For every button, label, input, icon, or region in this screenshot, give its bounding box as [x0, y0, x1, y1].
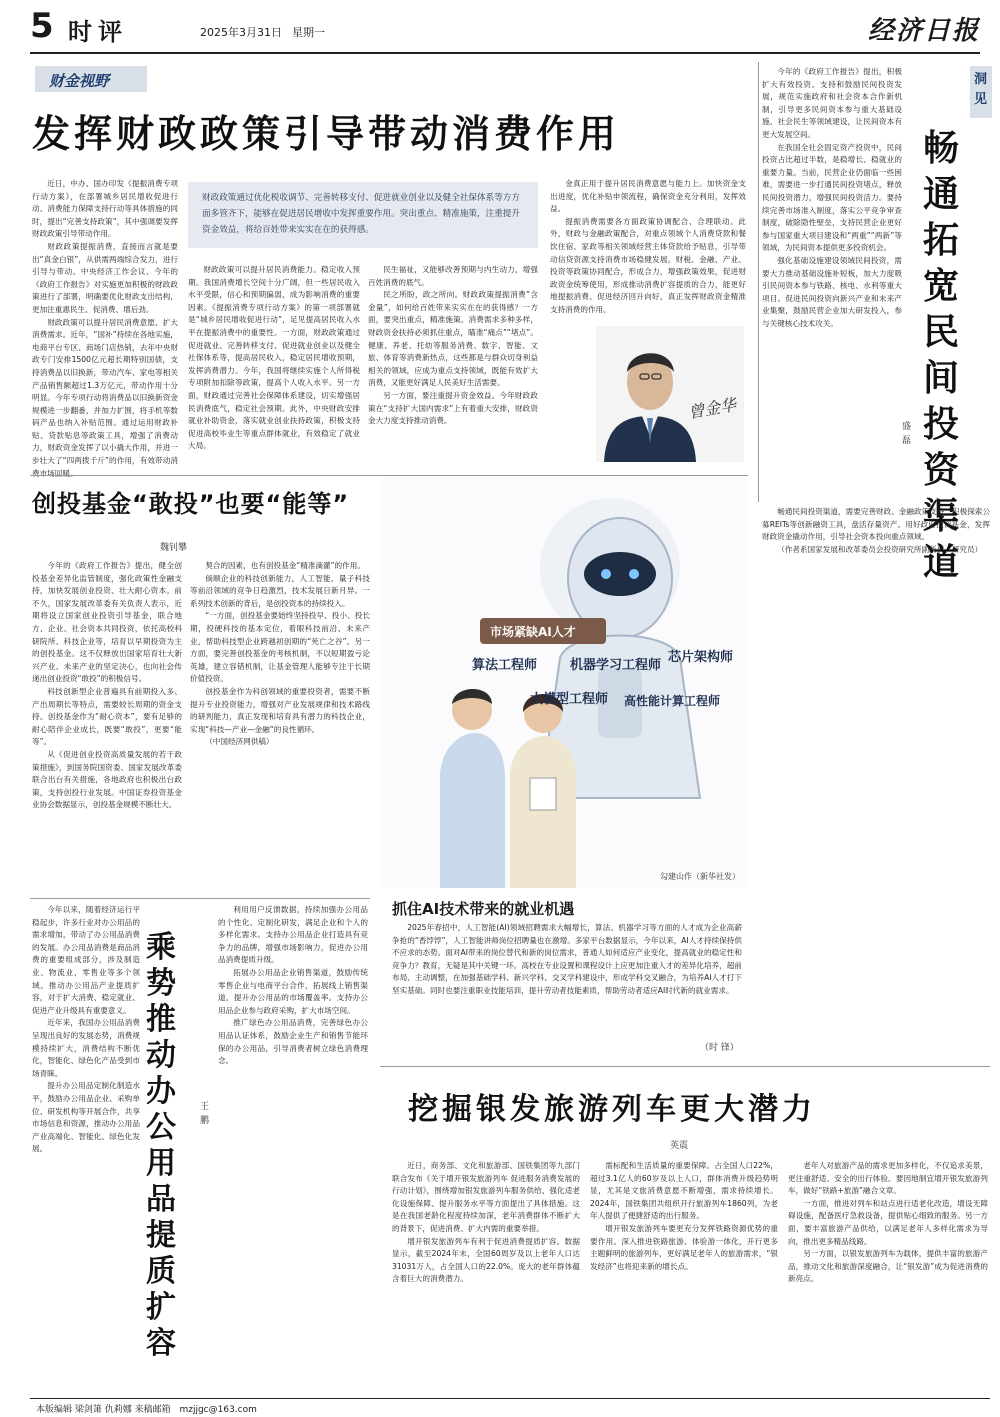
page-header — [30, 6, 980, 50]
issue-date: 2025年3月31日 — [200, 26, 282, 39]
silver-col-1: 近日，商务部、文化和旅游部、国铁集团等九部门联合发布《关于增开银发旅游列车 促进服务消费发展的行动计划》，围绕增加银发旅游列车服务供给、强化适老化设施保障、提升服务水平等方面提出了具体措施。这是在我国老龄化程度持续加深，老年消费群体不断扩大的背景下，促进消费、扩大内需的重要举措。 增开银发旅游列车有利于促进消费提质扩容。数据显示，截至2024年末，全国60周岁及以上老年人口达31031万人，占全国人口的22.0%。庞大的老年群体蕴含着巨大的消费潜力。 — [392, 1161, 580, 1284]
office-col-1: 今年以来，随着经济运行平稳起步，许多行业对办公用品的需求增加，带动了办公用品消费的发展。办公用品消费是商品消费的重要组成部分，涉及制造业、物流业、零售业等多个领域。推动办公用品产业提质扩容，对于扩大消费、稳定就业、促进产业升级具有重要意义。 近年来，我国办公用品消费呈现出良好的发展态势，消费规模持续扩大，消费结构不断优化，智能化、绿色化产品受到市场青睐。 提升办公用品定制化制造水平，鼓励办公用品企业、采购单位、研发机构等开展合作，共享市场信息和资源，推动办公用品产业高端化、智能化、绿色化发展。 — [32, 905, 140, 1154]
main-col-1: 近日，中办、国办印发《提振消费专项行动方案》，在部署城乡居民增收促进行动、消费能力保障支持行动等具体措施的同时，提出“完善支持政策”，其中强调要发挥财政政策引导带动作用。 财政政策提振消费，直接而言就是要出“真金白银”，从供需两端综合发力，进行引导与带动。中央经济工作会议、今年的《政府工作报告》对实施更加积极的财政政策进行了部署，明确要优化财政支出结构，更加注重惠民生、促消费、增后劲。 财政政策可以提升居民消费意愿、扩大消费需求。近年，“国补”持续在各地实施，电商平台专区、商场门店热销，去年中央财政专门安排1500亿元超长期特别国债，支持消费品以旧换新，带动汽车、家电等相关产品销售额超过1.3万亿元，带动作用十分明显。今年专项行动将消费品以旧换新资金规模进一步翻番，并加力扩围，将手机等数码产品也纳入补贴范围。通过运用财政补贴、贷款贴息等政策工具，增强了消费动力，财政资金发挥了以小撬大作用，并进一步壮大了“四两拨千斤”的作用，有效带动消费市场回暖。 — [32, 179, 178, 478]
ai-job-3: 芯片架构师 — [668, 650, 734, 665]
summary-text: 财政政策通过优化税收调节、完善转移支付、促进就业创业以及健全社保体系等方方面多管齐下，能够在促进居民增收中发挥重要作用。突出重点、精准施策，注重提升资金效益，将给百姓带来实实在在的获得感。 — [202, 193, 520, 235]
issue-weekday: 星期一 — [292, 26, 325, 39]
cv-headline: 创投基金“敢投”也要“能等” — [32, 490, 350, 518]
column-tag — [35, 66, 147, 92]
ai-job-5: 高性能计算工程师 — [624, 694, 721, 708]
footer-editors — [36, 1402, 257, 1415]
ai-banner — [480, 618, 606, 644]
sidebar-author: 盛磊 — [902, 422, 912, 446]
page-number: 5 — [30, 6, 54, 46]
office-col-2: 利用用户反馈数据，持续加强办公用品的个性化、定制化研发，满足企业和个人的多样化需求。支持办公用品企业打造具有竞争力的品牌，增强市场影响力，促进办公用品消费提质升级。 拓展办公用品企业销售渠道，鼓励传统零售企业与电商平台合作，拓展线上销售渠道，提升办公用品的市场覆盖率。支持办公用品企业参与政府采购，扩大市场空间。 推广绿色办公用品消费，完善绿色办公用品认证体系，鼓励企业生产和销售节能环保的办公用品，引导消费者树立绿色消费理念。 — [218, 905, 368, 1066]
cv-author: 魏钊攀 — [160, 543, 188, 553]
silver-headline: 挖掘银发旅游列车更大潜力 — [408, 1092, 816, 1127]
ai-job-4: 大模型工程师 — [530, 692, 609, 707]
office-author: 王鹏 — [200, 1102, 210, 1126]
section-name: 时评 — [68, 17, 128, 46]
main-col-4: 金真正用于提升居民消费意愿与能力上。加快资金支出进度，优化补贴申领流程，确保资金充分利用，发挥效益。 提振消费需要各方面政策协调配合、合理联动。此外，财政与金融政策配合，对重点领域个人消费贷款和餐饮住宿、家政等相关领域经营主体贷款给予贴息，引导带动信贷资源支持消费市场稳健发展。财税、金融、产业、投资等政策协同配合，形成合力，增强政策效果，促进财政资金统筹使用，形成推动消费扩容提质的合力，能更好地提振消费、促进经济回升向好，真正发挥财政资金精准支持消费的作用。 — [550, 179, 746, 314]
newspaper-logo: 经济日报 — [867, 16, 980, 46]
silver-col-3: 老年人对旅游产品的需求更加多样化，不仅追求美景，更注重舒适、安全的出行体验。要因地制宜增开银发旅游列车，做好“铁路+旅游”融合文章。 一方面，推进对列车和站点进行适老化改造，增设无障碍设施，配备医疗急救设备，提供贴心细致的服务。另一方面，要丰富旅游产品供给，以满足老年人多样化需求为导向，推出更多精品线路。 另一方面，以银发旅游列车为载体，提供丰富的旅游产品，推动文化和旅游深度融合，让“银发游”成为促进消费的新亮点。 — [788, 1161, 988, 1284]
author-photo — [596, 326, 744, 462]
sidebar-tag-text: 洞见 — [974, 72, 988, 107]
ai-banner-text: 市场紧缺AI人才 — [490, 625, 576, 639]
footer-editors-text: 本版编辑 梁剑箫 仇莉娜 来稿邮箱 — [36, 1405, 171, 1415]
main-col-3: 民生福祉，又能够改善预期与内生动力，增强百姓消费的底气。 民之所盼，政之所向。财政政策提振消费“含金量”，如何给百姓带来实实在在的获得感？一方面，要突出重点，精准施策。消费需求多种多样，财政资金扶持必须抓住重点，瞄准“痛点”“堵点”。健康、养老、托幼等服务消费、数字、智能、文旅、体育等消费新热点，这些都是与群众切身利益相关的领域，应成为重点支持领域，既能有效扩大消费，又能更好满足人民美好生活需要。 另一方面，要注重提升资金效益。今年财政政策在“支持扩大国内需求”上有着重大安排，财政资金大力度支持推动消费。 — [368, 265, 538, 426]
silver-author: 英震 — [670, 1141, 689, 1151]
main-col-2: 财政政策可以提升居民消费能力。稳定收入预期。我国消费增长空间十分广阔，但一些居民收入水平受限，信心和预期偏弱，成为影响消费的重要因素。《提振消费专项行动方案》的第一项部署就是“城乡居民增收促进行动”，足见提高居民收入水平在提振消费中的重要性。一方面，财政政策通过促进就业、完善转移支付、促进就业创业以及健全社保体系等，提高居民收入，稳定居民增收预期，发挥消费潜力。今年，我国将继续实施个人所得税专项附加扣除等政策，提高个人收入水平。另一方面，财政通过完善社会保障体系建设，切实增强居民消费底气，稳定社会预期。此外，中央财政安排就业补助资金，落实就业创业扶持政策，积极支持促进高校毕业生等重点群体就业，有效稳定了就业大局。 — [188, 265, 360, 451]
silver-col-2: 需标配和生活质量的重要保障。占全国人口22%，超过3.1亿人的60岁及以上人口，群体消费升级趋势明显，尤其是文旅消费意愿不断增强，需求持续增长。2024年，国铁集团共组织开行旅游列车1860列，为老年人提供了便捷舒适的出行服务。 增开银发旅游列车要更充分发挥铁路资源优势的重要作用。深入推进铁路旅游、体验游一体化，开行更多主题鲜明的旅游列车，更好满足老年人的旅游需求，“银发经济”也将迎来新的增长点。 — [590, 1161, 778, 1271]
cv-col-1: 今年的《政府工作报告》提出，健全创投基金差异化监管制度，强化政策性金融支持，加快发展创业投资、壮大耐心资本。前不久，国家发展改革委有关负责人表示，近期将设立国家创业投资引导基金，联合地方、企业、社会资本共同投资，依托高校科研院所、科技企业等，培育以早期投资为主的创投基金。这不仅释放出国家培育壮大新兴产业、未来产业的坚定决心，也向社会传递出创业投资“敢投”的积极信号。 科技创新型企业普遍具有前期投入多、产出周期长等特点，需要较长周期的资金支持。创投基金作为“耐心资本”，要有足够的耐心陪伴企业成长，既要“敢投”，更要“能等”。 从《促进创业投资高质量发展的若干政策措施》，到国务院国资委、国家发展改革委联合出台有关措施，各地政府也积极出台政策，支持创投行业发展。中国证券投资基金业协会数据显示，创投基金规模不断壮大。 — [32, 561, 182, 810]
ai-credit: 勾建山作（新华社发） — [660, 872, 740, 881]
ai-body: 2025年春招中，人工智能(AI)领域招聘需求大幅增长，算法、机器学习等方面的人才成为企业高薪争抢的“香饽饽”，人工智能讲师岗位招聘量也在激增。多家平台数据显示，今年以来，AI人才持续保持供不应求的态势。面对AI带来的岗位替代和新的岗位需求，普通人如何适应产业变化，提高就业的稳定性和竞争力？教育，无疑是其中关键一环。高校在专业设置和课程设计上应更加注重人才的差异化培养，超前布局、主动调整，在加强基础学科、新兴学科、交叉学科建设中，形成学科交叉融合，为培养AI人才打下坚实基础。同时也要注重职业技能培训，提升劳动者技能素质，帮助劳动者适应AI时代新的就业需求。 — [392, 923, 742, 995]
summary-box — [188, 182, 538, 248]
footer-email: mzjjgc@163.com — [179, 1405, 257, 1415]
sidebar-col-upper: 今年的《政府工作报告》提出，积极扩大有效投资。支持和鼓励民间投资发展，规范实施政府和社会资本合作新机制，引导更多民间资本参与重大基础设施、社会民生等领域建设，让民间资本有更大发展空间。 在我国全社会固定资产投资中，民间投资占比超过半数，是稳增长、稳就业的重要力量。当前，民营企业仍面临一些困难，需要进一步打通民间投资堵点，释放民间投资潜力，增强民间投资活力。要持续完善市场准入制度，落实公平竞争审查制度，破除隐性壁垒，支持民营企业更好参与国家重大项目建设和“两重”“两新”等领域，为民间资本提供更多投资机会。 强化基础设施建设领域民间投资，需要大力推动基础设施补短板，加大力度吸引民间资本参与铁路、核电、水利等重大项目。促进民间投资向新兴产业和未来产业集聚，鼓励民营企业加大研发投入，参与关键核心技术攻关。 — [762, 67, 902, 328]
column-tag-text: 财金视野 — [49, 72, 110, 90]
sidebar-tag — [970, 66, 992, 118]
main-headline: 发挥财政政策引导带动消费作用 — [32, 112, 621, 156]
ai-headline: 抓住AI技术带来的就业机遇 — [392, 900, 575, 918]
ai-job-2: 机器学习工程师 — [570, 658, 662, 673]
author-signature: 曾金华 — [686, 394, 738, 423]
header-rule — [30, 52, 980, 54]
office-headline: 乘势推动办公用品提质扩容 — [146, 930, 176, 1361]
sidebar-headline: 畅通拓宽民间投资渠道 — [922, 128, 959, 583]
cv-col-2: 契合的因素，也有创投基金“精准滴灌”的作用。 倘顺企业的科技创新能力，人工智能、量子科技等前沿领域的竞争日趋激烈，技术发展日新月异。一系列技术创新的背后，是创投资本的持续投入。 “一方面，创投基金要始终坚持投早、投小、投长期，投硬科技的基本定位，着眼科技前沿、未来产业，帮助科技型企业跨越初创期的“死亡之谷”。另一方面，要完善创投基金的考核机制，不以短期盈亏论英雄，建立容错机制，让基金管理人能够专注于长期价值投资。 创投基金作为科创领域的重要投资者，需要不断提升专业投资能力，增强对产业发展规律和技术路线的研判能力，真正发现和培育具有潜力的科技企业，实现“科技—产业—金融”的良性循环。 （中国经济网供稿） — [190, 561, 370, 747]
ai-job-1: 算法工程师 — [472, 658, 538, 673]
ai-illustration — [380, 478, 748, 888]
sidebar-col-lower: 畅通民间投资渠道，需要完善财政、金融政策支持，积极探索公募REITs等创新融资工具，盘活存量资产。用好政府投资基金，发挥财政资金撬动作用，引导社会资本投向重点领域。 （作者系国家发展和改革委员会投资研究所副所长、研究员） — [762, 507, 990, 554]
ai-author: （时 锋） — [700, 1043, 739, 1053]
